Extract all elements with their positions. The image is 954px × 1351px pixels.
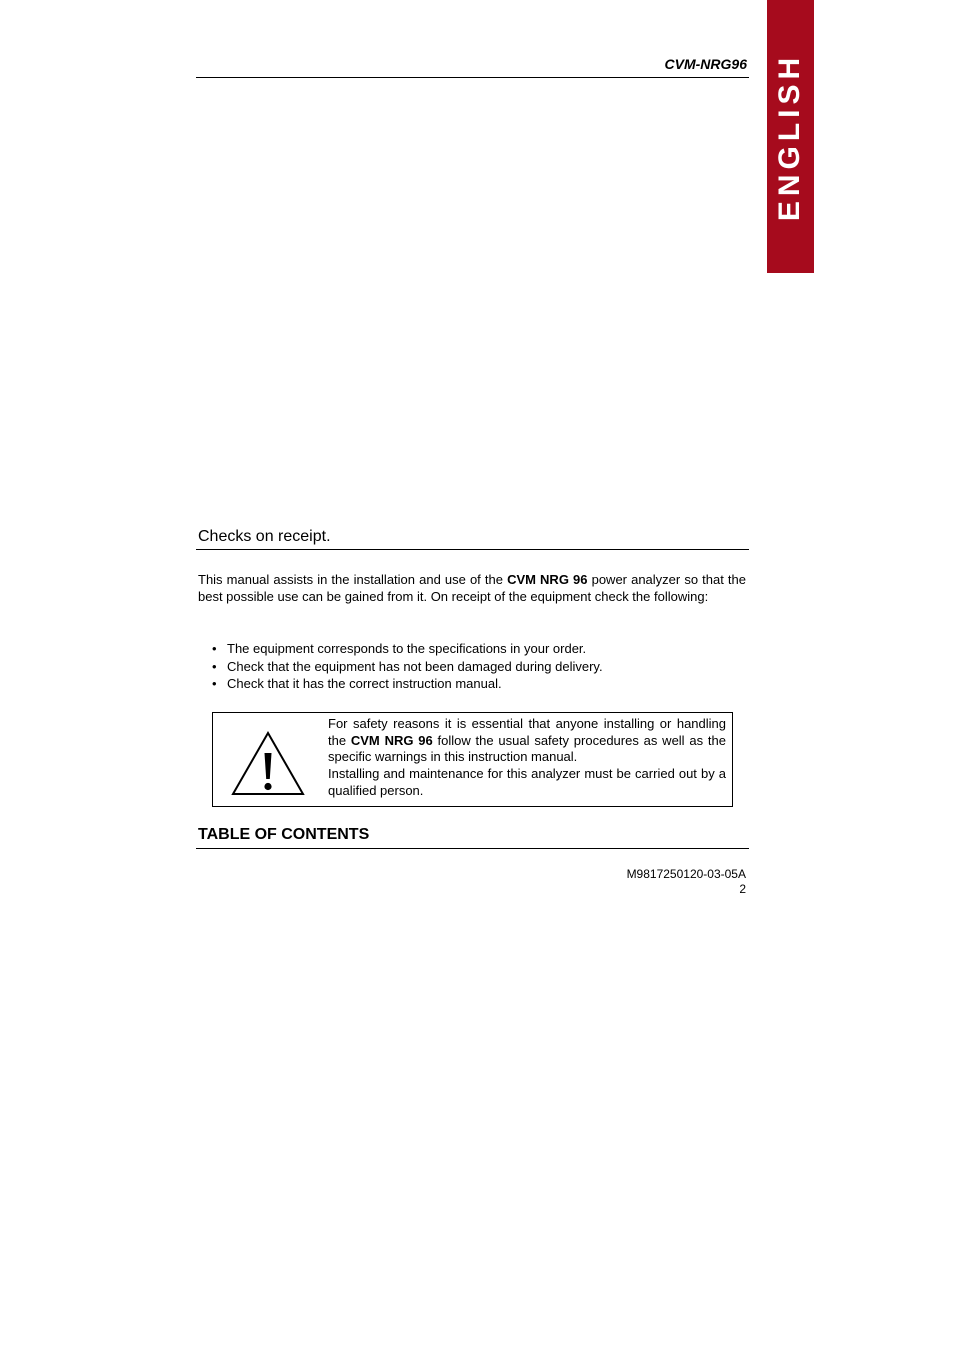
bullet-icon: • xyxy=(212,658,217,674)
receipt-checklist xyxy=(212,640,603,693)
toc-heading: TABLE OF CONTENTS xyxy=(198,826,370,843)
safety-warning-box xyxy=(212,712,733,807)
warning-text-second: Installing and maintenance for this analyzer must be carried out by a qualified person. xyxy=(328,766,726,798)
list-item xyxy=(212,658,603,676)
list-item-text: Check that it has the correct instruction manual. xyxy=(227,676,502,691)
header-rule xyxy=(196,77,749,78)
intro-paragraph xyxy=(198,572,746,605)
language-tab-label: ENGLISH xyxy=(773,52,807,221)
intro-text-after: power analyzer so that the best possible use can be gained from it. On receipt of the equipment check the following: xyxy=(198,572,747,604)
warning-text-before: For safety reasons it is essential that anyone installing or handling the xyxy=(328,716,726,748)
checks-heading-rule xyxy=(196,549,749,550)
bullet-icon: • xyxy=(212,641,217,656)
header-title: CVM-NRG96 xyxy=(664,56,747,72)
bullet-icon: • xyxy=(212,676,217,691)
document-code: M9817250120-03-05A xyxy=(626,867,746,881)
list-item-text: Check that the equipment has not been damaged during delivery. xyxy=(227,658,603,674)
toc-heading-rule xyxy=(196,848,749,849)
warning-triangle-icon xyxy=(231,731,305,797)
intro-text-before: This manual assists in the installation and use of the xyxy=(198,572,508,587)
warning-text-after: follow the usual safety procedures as well as the specific warnings in this instruction manual. xyxy=(328,732,726,765)
list-item xyxy=(212,640,603,658)
list-item-text: The equipment corresponds to the specifications in your order. xyxy=(227,641,587,656)
warning-product-name: CVM NRG 96 xyxy=(350,732,433,748)
page-footer xyxy=(627,867,746,896)
list-item xyxy=(212,675,603,693)
language-tab xyxy=(767,0,814,273)
page-number: 2 xyxy=(739,881,746,896)
safety-warning-text xyxy=(328,716,726,800)
checks-heading: Checks on receipt. xyxy=(198,528,331,545)
intro-product-name: CVM NRG 96 xyxy=(507,572,588,587)
